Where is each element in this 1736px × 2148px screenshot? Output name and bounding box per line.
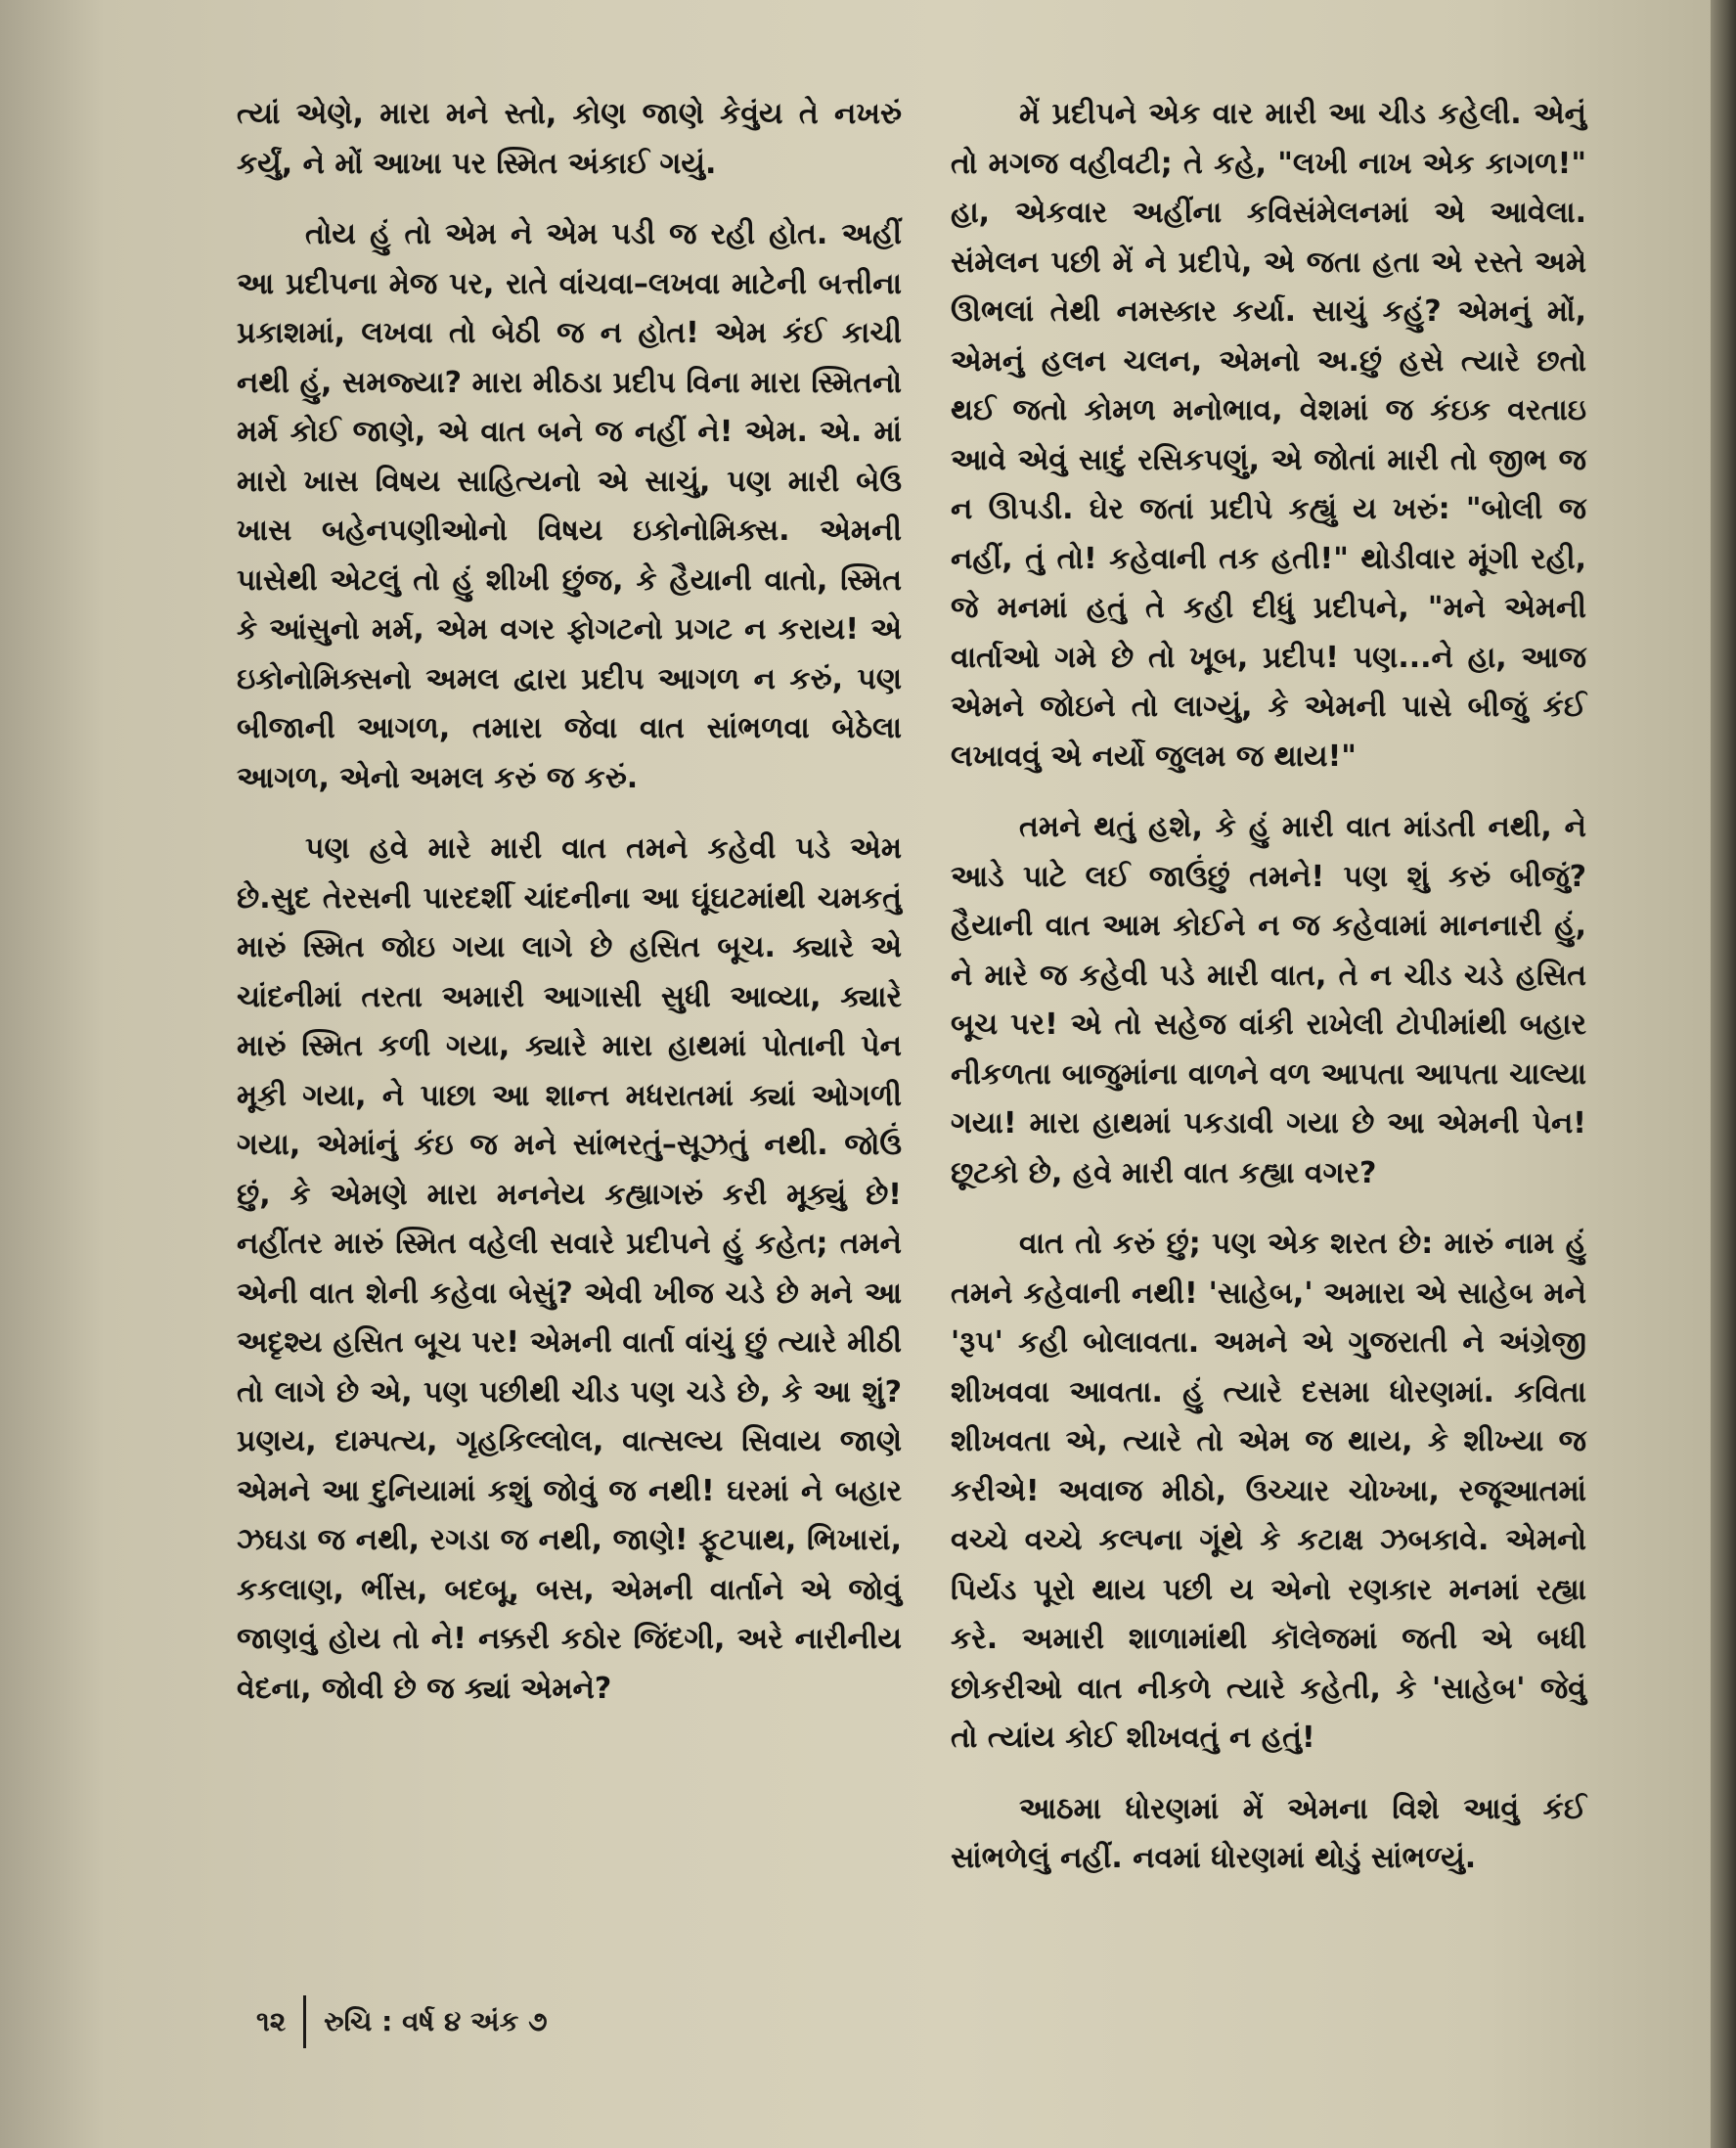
paragraph: પણ હવે મારે મારી વાત તમને કહેવી પડે એમ છે.સુદ તેરસની પારદર્શી ચાંદનીના આ ઘૂંઘટમાંથી ચમકતું મારું સ્મિત જોઇ ગયા લાગે છે હસિત બૂચ. ક્યારે એ ચાંદનીમાં તરતા અમારી આગાસી સુધી આવ્યા, ક્યારે મારું સ્મિત કળી ગયા, ક્યારે મારા હાથમાં પોતાની પેન મૂકી ગયા, ને પાછા આ શાન્ત મધરાતમાં ક્યાં ઓગળી ગયા, એમાંનું કંઇ જ મને સાંભરતું–સૂઝતું નથી. જોઉં છું, કે એમણે મારા મનનેય કહ્યાગરું કરી મૂક્યું છે! નહીંતર મારું સ્મિત વહેલી સવારે પ્રદીપને હું કહેત; તમને એની વાત શેની કહેવા બેસું? એવી ખીજ ચડે છે મને આ અદૃશ્ય હસિત બૂચ પર! એમની વાર્તા વાંચું છું ત્યારે મીઠી તો લાગે છે એ, પણ પછીથી ચીડ પણ ચડે છે, કે આ શું? પ્રણય, દામ્પત્ય, ગૃહકિલ્લોલ, વાત્સલ્ય સિવાય જાણે એમને આ દુનિયામાં કશું જોવું જ નથી! ઘરમાં ને બહાર ઝઘડા જ નથી, રગડા જ નથી, જાણે! ફૂટપાથ, ભિખારાં, કકલાણ, ભીંસ, બદબૂ, બસ, એમની વાર્તાને એ જોવું જાણવું હોય તો ને! નક્કરી કઠોર જિંદગી, અરે નારીનીય વેદના, જોવી છે જ ક્યાં એમને?: [237, 831, 902, 1706]
book-spine-edge: [1711, 0, 1736, 2148]
paragraph: ત્યાં એણે, મારા મને સ્તો, કોણ જાણે કેવુંય તે નખરું કર્યું, ને મોં આખા પર સ્મિત અંકાઈ ગયું.: [237, 97, 902, 181]
page-footer: [256, 1995, 548, 2048]
paragraph: વાત તો કરું છું; પણ એક શરત છે: મારું નામ હું તમને કહેવાની નથી! 'સાહેબ,' અમારા એ સાહેબ મને 'રૂપ' કહી બોલાવતા. અમને એ ગુજરાતી ને અંગ્રેજી શીખવવા આવતા. હું ત્યારે દસમા ધોરણમાં. કવિતા શીખવતા એ, ત્યારે તો એમ જ થાય, કે શીખ્યા જ કરીએ! અવાજ મીઠો, ઉચ્ચાર ચોખ્ખા, રજૂઆતમાં વચ્ચે વચ્ચે કલ્પના ગૂંથે કે કટાક્ષ ઝબકાવે. એમનો પિર્યડ પૂરો થાય પછી ય એનો રણકાર મનમાં રહ્યા કરે. અમારી શાળામાંથી કૉલેજમાં જતી એ બધી છોકરીઓ વાત નીકળે ત્યારે કહેતી, કે 'સાહેબ' જેવું તો ત્યાંય કોઈ શીખવતું ન હતું!: [951, 1227, 1586, 1755]
paragraph: મેં પ્રદીપને એક વાર મારી આ ચીડ કહેલી. એનું તો મગજ વહીવટી; તે કહે, "લખી નાખ એક કાગળ!" હા, એકવાર અહીંના કવિસંમેલનમાં એ આવેલા. સંમેલન પછી મેં ને પ્રદીપે, એ જતા હતા એ રસ્તે અમે ઊભલાં તેથી નમસ્કાર કર્યા. સાચું કહું? એમનું મોં, એમનું હલન ચલન, એમનો અ.છું હસે ત્યારે છતો થઈ જતો કોમળ મનોભાવ, વેશમાં જ કંઇક વરતાઇ આવે એવું સાદું રસિકપણું, એ જોતાં મારી તો જીભ જ ન ઊપડી. ઘેર જતાં પ્રદીપે કહ્યું ય ખરું: "બોલી જ નહીં, તું તો! કહેવાની તક હતી!" થોડીવાર મૂંગી રહી, જે મનમાં હતું તે કહી દીધું પ્રદીપને, "મને એમની વાર્તાઓ ગમે છે તો ખૂબ, પ્રદીપ! પણ...ને હા, આજ એમને જોઇને તો લાગ્યું, કે એમની પાસે બીજું કંઈ લખાવવું એ નર્યો જુલમ જ થાય!": [951, 97, 1586, 774]
paragraph: તોય હું તો એમ ને એમ પડી જ રહી હોત. અહીં આ પ્રદીપના મેજ પર, રાતે વાંચવા–લખવા માટેની બત્તીના પ્રકાશમાં, લખવા તો બેઠી જ ન હોત! એમ કંઈ કાચી નથી હું, સમજ્યા? મારા મીઠડા પ્રદીપ વિના મારા સ્મિતનો મર્મ કોઈ જાણે, એ વાત બને જ નહીં ને! એમ. એ. માં મારો ખાસ વિષય સાહિત્યનો એ સાચું, પણ મારી બેઉ ખાસ બહેનપણીઓનો વિષય ઇકોનોમિક્સ. એમની પાસેથી એટલું તો હું શીખી છુંજ, કે હૈયાની વાતો, સ્મિત કે આંસુનો મર્મ, એમ વગર ફોગટનો પ્રગટ ન કરાય! એ ઇકોનોમિક્સનો અમલ દ્વારા પ્રદીપ આગળ ન કરું, પણ બીજાની આગળ, તમારા જેવા વાત સાંભળવા બેઠેલા આગળ, એનો અમલ કરું જ કરું.: [237, 217, 902, 795]
left-text-column: [237, 90, 902, 1735]
journal-issue: રુચિ : વર્ષ ૪ અંક ૭: [324, 2005, 548, 2037]
right-text-column: [951, 90, 1586, 1905]
page-number: ૧૨: [256, 2005, 287, 2037]
paragraph: તમને થતું હશે, કે હું મારી વાત માંડતી નથી, ને આડે પાટે લઈ જાઉંછું તમને! પણ શું કરું બીજું? હૈયાની વાત આમ કોઈને ન જ કહેવામાં માનનારી હું, ને મારે જ કહેવી પડે મારી વાત, તે ન ચીડ ચડે હસિત બૂચ પર! એ તો સહેજ વાંકી રાખેલી ટોપીમાંથી બહાર નીકળતા બાજુમાંના વાળને વળ આપતા આપતા ચાલ્યા ગયા! મારા હાથમાં પકડાવી ગયા છે આ એમની પેન! છૂટકો છે, હવે મારી વાત કહ્યા વગર?: [951, 810, 1586, 1190]
footer-divider: [303, 1995, 306, 2048]
paragraph: આઠમા ધોરણમાં મેં એમના વિશે આવું કંઈ સાંભળેલું નહીં. નવમાં ધોરણમાં થોડું સાંભળ્યું.: [951, 1791, 1586, 1875]
